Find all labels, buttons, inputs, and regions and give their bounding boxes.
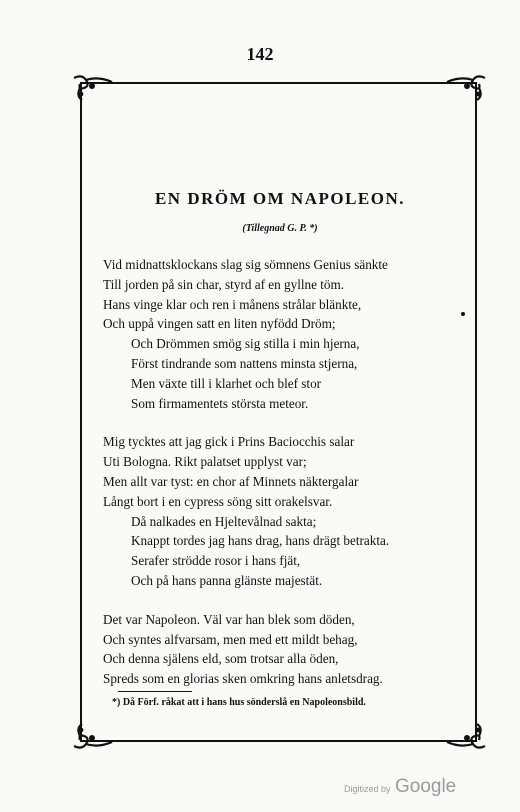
poem-dedication: (Tillegnad G. P. *) bbox=[242, 223, 318, 234]
poem-body bbox=[103, 255, 463, 708]
poem-line: Serafer strödde rosor i hans fjät, bbox=[131, 553, 301, 569]
margin-dot bbox=[461, 312, 465, 316]
corner-ornament-icon bbox=[72, 722, 116, 750]
footnote-rule bbox=[118, 691, 192, 692]
corner-ornament-icon bbox=[72, 74, 116, 102]
watermark-prefix: Digitized by bbox=[344, 784, 391, 794]
stanza-3 bbox=[103, 610, 463, 689]
poem-line: Då nalkades en Hjeltevålnad sakta; bbox=[131, 513, 317, 529]
poem-line: Det var Napoleon. Väl var han blek som döden, bbox=[103, 611, 355, 627]
poem-line: Men växte till i klarhet och blef stor bbox=[131, 375, 322, 391]
poem-line: Och Drömmen smög sig stilla i min hjerna, bbox=[131, 336, 360, 352]
poem-line: Uti Bologna. Rikt palatset upplyst var; bbox=[103, 454, 307, 470]
poem-line: Hans vinge klar och ren i månens strålar blänkte, bbox=[103, 296, 362, 312]
poem-line: Till jorden på sin char, styrd af en gyllne töm. bbox=[103, 276, 345, 292]
corner-ornament-icon bbox=[443, 74, 487, 102]
poem-line: Långt bort i en cypress söng sitt orakelsvar. bbox=[103, 493, 333, 509]
poem-line: Och på hans panna glänste majestät. bbox=[131, 572, 323, 588]
corner-ornament-icon bbox=[443, 722, 487, 750]
poem-line: Spreds som en glorias sken omkring hans anletsdrag. bbox=[103, 671, 383, 687]
poem-line: Mig tycktes att jag gick i Prins Baciocchis salar bbox=[103, 434, 355, 450]
footnote: *) Då Förf. råkat att i hans hus sönderslå en Napoleonsbild. bbox=[112, 697, 366, 708]
poem-title: EN DRÖM OM NAPOLEON. bbox=[154, 189, 406, 208]
page-number: 142 bbox=[246, 44, 274, 64]
poem-line: Men allt var tyst: en chor af Minnets näktergalar bbox=[103, 473, 359, 489]
poem-line: Och syntes alfvarsam, men med ett mildt behag, bbox=[103, 631, 358, 647]
stanza-1 bbox=[103, 255, 463, 413]
poem-line: Som firmamentets största meteor. bbox=[131, 395, 309, 411]
poem-line: Och denna själens eld, som trotsar alla öden, bbox=[103, 651, 339, 667]
poem-line: Vid midnattsklockans slag sig sömnens Genius sänkte bbox=[103, 257, 388, 272]
watermark-brand: Google bbox=[394, 776, 457, 797]
poem-line: Och uppå vingen satt en liten nyfödd Dröm; bbox=[103, 316, 336, 332]
poem-line: Först tindrande som nattens minsta stjerna, bbox=[131, 355, 358, 371]
poem-line: Knappt tordes jag hans drag, hans drägt betrakta. bbox=[131, 533, 390, 549]
stanza-2 bbox=[103, 432, 463, 590]
digitized-watermark bbox=[344, 776, 456, 798]
